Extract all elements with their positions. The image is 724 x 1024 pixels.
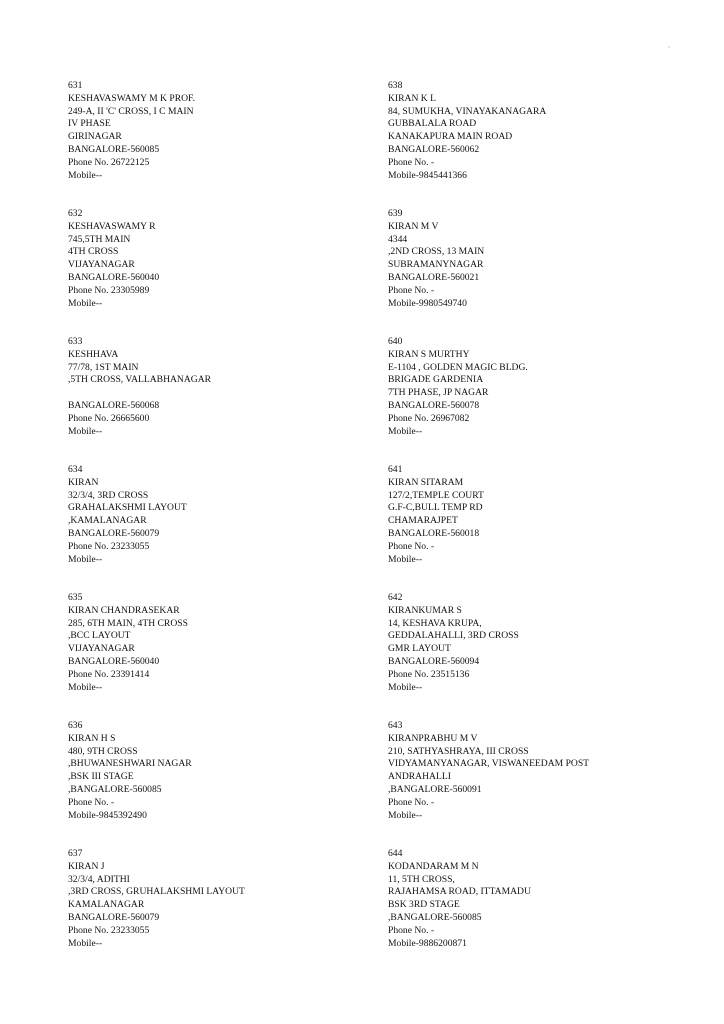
mobile: Mobile-- (388, 809, 423, 821)
entry-number: 643 (388, 720, 403, 731)
mobile: Mobile-- (388, 553, 423, 565)
entry-name: KIRAN S MURTHY (388, 348, 470, 360)
address-line-1: 249-A, II 'C' CROSS, I C MAIN (68, 105, 194, 117)
city-pin: BANGALORE-560068 (68, 399, 160, 411)
address-entry (388, 592, 688, 694)
city-pin: BANGALORE-560062 (388, 143, 480, 155)
address-entry (68, 336, 368, 438)
address-line-2: GUBBALALA ROAD (388, 118, 477, 130)
address-line-2: 4TH CROSS (68, 246, 119, 258)
address-line-2: VIDYAMANYANAGAR, VISWANEEDAM POST (388, 758, 590, 770)
address-line-3: CHAMARAJPET (388, 515, 458, 527)
address-line-3: ,KAMALANAGAR (68, 515, 147, 527)
address-line-1: 32/3/4, ADITHI (68, 873, 130, 885)
entry-name: KODANDARAM M N (388, 860, 479, 872)
city-pin: BANGALORE-560078 (388, 399, 480, 411)
phone: Phone No. 23391414 (68, 668, 150, 680)
address-entry (68, 720, 368, 822)
entry-name: KIRAN (68, 476, 99, 488)
entry-number: 638 (388, 80, 403, 91)
entry-name: KIRAN H S (68, 732, 116, 744)
city-pin: ,BANGALORE-560091 (388, 783, 482, 795)
address-line-3: KANAKAPURA MAIN ROAD (388, 131, 513, 143)
mobile: Mobile-- (388, 425, 423, 437)
address-line-3: 7TH PHASE, JP NAGAR (388, 387, 489, 399)
entry-number: 633 (68, 336, 83, 347)
mobile: Mobile-- (68, 553, 103, 565)
city-pin: BANGALORE-560079 (68, 527, 160, 539)
phone: Phone No. - (388, 796, 435, 808)
address-line-1: 210, SATHYASHRAYA, III CROSS (388, 745, 529, 757)
address-line-3: VIJAYANAGAR (68, 259, 135, 271)
entry-number: 640 (388, 336, 403, 347)
phone: Phone No. 23233055 (68, 924, 150, 936)
address-line-2: ,3RD CROSS, GRUHALAKSHMI LAYOUT (68, 886, 245, 898)
address-line-1: 127/2,TEMPLE COURT (388, 489, 484, 501)
entry-number: 631 (68, 80, 83, 91)
city-pin: BANGALORE-560018 (388, 527, 480, 539)
address-line-2: ,5TH CROSS, VALLABHANAGAR (68, 374, 212, 386)
entry-name: KIRANPRABHU M V (388, 732, 478, 744)
address-line-1: 745,5TH MAIN (68, 233, 131, 245)
address-line-1: 77/78, 1ST MAIN (68, 361, 139, 373)
address-line-2: RAJAHAMSA ROAD, ITTAMADU (388, 886, 531, 898)
phone: Phone No. 23515136 (388, 668, 470, 680)
phone: Phone No. - (68, 796, 115, 808)
entry-name: KIRANKUMAR S (388, 604, 462, 616)
address-line-2: ,BHUWANESHWARI NAGAR (68, 758, 192, 770)
entry-number: 642 (388, 592, 403, 603)
entry-number: 635 (68, 592, 83, 603)
entry-name: KIRAN M V (388, 220, 439, 232)
mobile: Mobile-- (68, 937, 103, 949)
phone: Phone No. 23233055 (68, 540, 150, 552)
entry-number: 636 (68, 720, 83, 731)
address-line-1: 32/3/4, 3RD CROSS (68, 489, 149, 501)
address-entry (388, 336, 688, 438)
phone: Phone No. 26722125 (68, 156, 150, 168)
address-line-2: GEDDALAHALLI, 3RD CROSS (388, 630, 519, 642)
address-line-2: GRAHALAKSHMI LAYOUT (68, 502, 187, 514)
entry-name: KESHAVASWAMY R (68, 220, 156, 232)
mobile: Mobile-9845441366 (388, 169, 467, 181)
address-line-3: SUBRAMANYNAGAR (388, 259, 484, 271)
city-pin: BANGALORE-560021 (388, 271, 480, 283)
address-line-3: GIRINAGAR (68, 131, 122, 143)
mobile: Mobile-- (68, 681, 103, 693)
address-entry (68, 592, 368, 694)
entry-name: KESHHAVA (68, 348, 119, 360)
address-line-2: IV PHASE (68, 118, 111, 130)
entry-number: 639 (388, 208, 403, 219)
address-entry (68, 208, 368, 310)
address-entry (388, 208, 688, 310)
entry-number: 637 (68, 848, 83, 859)
phone: Phone No. 23305989 (68, 284, 150, 296)
address-entry (68, 80, 368, 182)
city-pin: BANGALORE-560079 (68, 911, 160, 923)
address-line-3: BSK 3RD STAGE (388, 899, 460, 911)
mobile: Mobile-- (68, 297, 103, 309)
entry-name: KIRAN CHANDRASEKAR (68, 604, 180, 616)
mobile: Mobile-9845392490 (68, 809, 147, 821)
address-entry (388, 720, 688, 822)
city-pin: ,BANGALORE-560085 (68, 783, 162, 795)
phone: Phone No. - (388, 540, 435, 552)
mobile: Mobile-9980549740 (388, 297, 467, 309)
address-line-2: ,2ND CROSS, 13 MAIN (388, 246, 485, 258)
address-line-1: 4344 (388, 233, 408, 245)
address-line-1: 480, 9TH CROSS (68, 745, 138, 757)
address-entry (68, 848, 368, 950)
phone: Phone No. 26967082 (388, 412, 470, 424)
address-entry (68, 464, 368, 566)
entry-name: KIRAN K L (388, 92, 436, 104)
entry-number: 632 (68, 208, 83, 219)
entry-number: 634 (68, 464, 83, 475)
address-line-1: 84, SUMUKHA, VINAYAKANAGARA (388, 105, 547, 117)
address-entry (388, 464, 688, 566)
entry-number: 644 (388, 848, 403, 859)
city-pin: BANGALORE-560040 (68, 271, 160, 283)
address-line-3 (68, 387, 368, 400)
address-line-3: KAMALANAGAR (68, 899, 145, 911)
address-line-3: VIJAYANAGAR (68, 643, 135, 655)
entry-name: KIRAN J (68, 860, 105, 872)
entry-number: 641 (388, 464, 403, 475)
address-line-1: E-1104 , GOLDEN MAGIC BLDG. (388, 361, 528, 373)
address-line-3: ANDRAHALLI (388, 771, 451, 783)
phone: Phone No. - (388, 924, 435, 936)
address-line-3: GMR LAYOUT (388, 643, 451, 655)
city-pin: ,BANGALORE-560085 (388, 911, 482, 923)
city-pin: BANGALORE-560085 (68, 143, 160, 155)
city-pin: BANGALORE-560094 (388, 655, 480, 667)
phone: Phone No. - (388, 284, 435, 296)
entry-name: KESHAVASWAMY M K PROF. (68, 92, 196, 104)
address-line-1: 285, 6TH MAIN, 4TH CROSS (68, 617, 188, 629)
address-line-2: BRIGADE GARDENIA (388, 374, 484, 386)
phone: Phone No. 26665600 (68, 412, 150, 424)
address-line-3: ,BSK III STAGE (68, 771, 134, 783)
mobile: Mobile-- (388, 681, 423, 693)
entry-name: KIRAN SITARAM (388, 476, 464, 488)
address-entry (388, 848, 688, 950)
mobile: Mobile-- (68, 169, 103, 181)
mobile: Mobile-9886200871 (388, 937, 467, 949)
address-entry (388, 80, 688, 182)
city-pin: BANGALORE-560040 (68, 655, 160, 667)
speck (668, 46, 670, 48)
mobile: Mobile-- (68, 425, 103, 437)
address-line-2: ,BCC LAYOUT (68, 630, 131, 642)
phone: Phone No. - (388, 156, 435, 168)
address-line-1: 11, 5TH CROSS, (388, 873, 455, 885)
address-line-1: 14, KESHAVA KRUPA, (388, 617, 482, 629)
address-line-2: G.F-C,BULL TEMP RD (388, 502, 483, 514)
